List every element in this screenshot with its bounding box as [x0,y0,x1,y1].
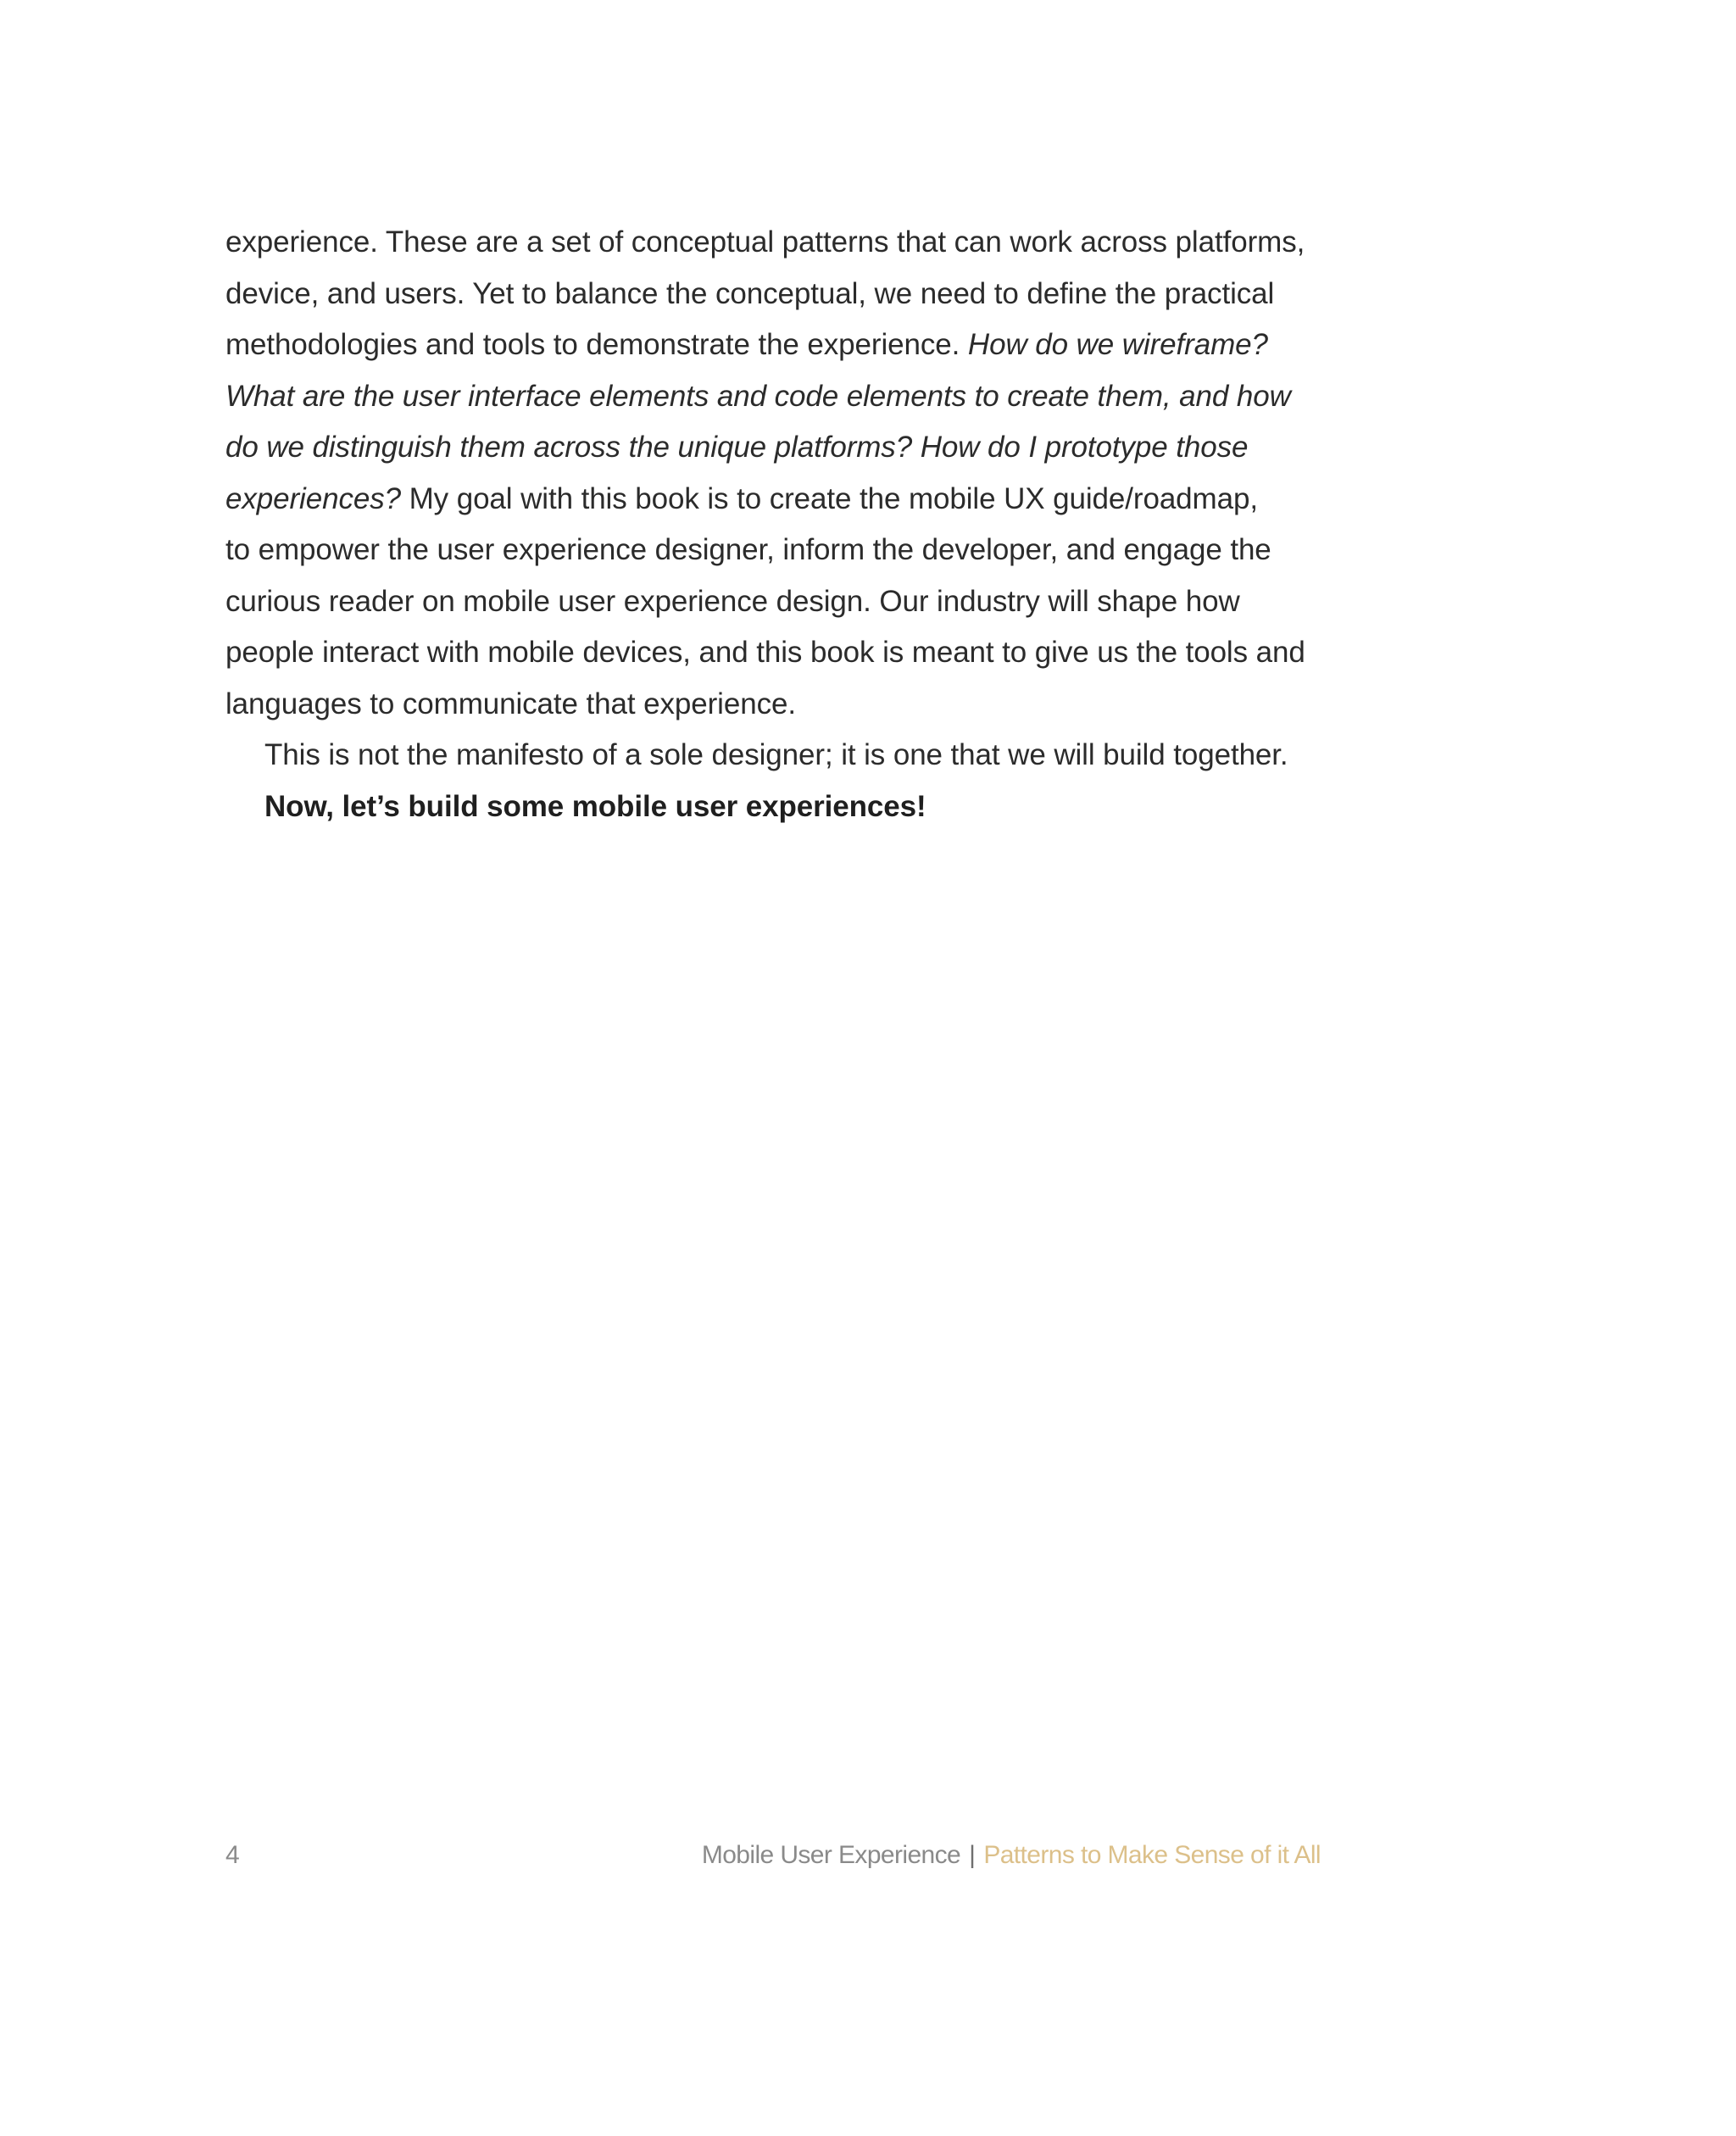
running-title [702,1834,1321,1877]
paragraph-line: curious reader on mobile user experience design. Our industry will shape how [225,584,1240,618]
title-separator: | [969,1841,976,1869]
line-text: methodologies and tools to demonstrate the experience. [225,328,968,361]
paragraph-line: experience. These are a set of conceptual patterns that can work across platforms, [225,225,1305,259]
paragraph-line: to empower the user experience designer, inform the developer, and engage the [225,533,1271,566]
chapter-title: Patterns to Make Sense of it All [983,1841,1321,1869]
italic-question: How do we wireframe? [967,328,1268,361]
page-footer [0,1834,1736,1877]
italic-question: What are the user interface elements and code elements to create them, and how [225,379,1291,413]
paragraph-line: languages to communicate that experience. [225,687,796,720]
italic-question: do we distinguish them across the unique platforms? How do I prototype those [225,431,1249,464]
paragraph-line: device, and users. Yet to balance the conceptual, we need to define the practical [225,276,1275,310]
page-number: 4 [225,1841,240,1869]
italic-question: experiences? [225,481,401,515]
body-text [225,217,1327,832]
book-title: Mobile User Experience [701,1841,961,1869]
paragraph-2: This is not the manifesto of a sole designer; it is one that we will build together. [264,738,1288,771]
paragraph-line [225,371,1327,423]
closing-statement: Now, let’s build some mobile user experiences! [264,789,926,823]
paragraph-line: people interact with mobile devices, and this book is meant to give us the tools and [225,636,1305,669]
line-text: My goal with this book is to create the mobile UX guide/roadmap, [401,481,1258,515]
paragraph-line [225,422,1327,474]
paragraph-line [225,474,1327,526]
paragraph-line [225,320,1327,371]
